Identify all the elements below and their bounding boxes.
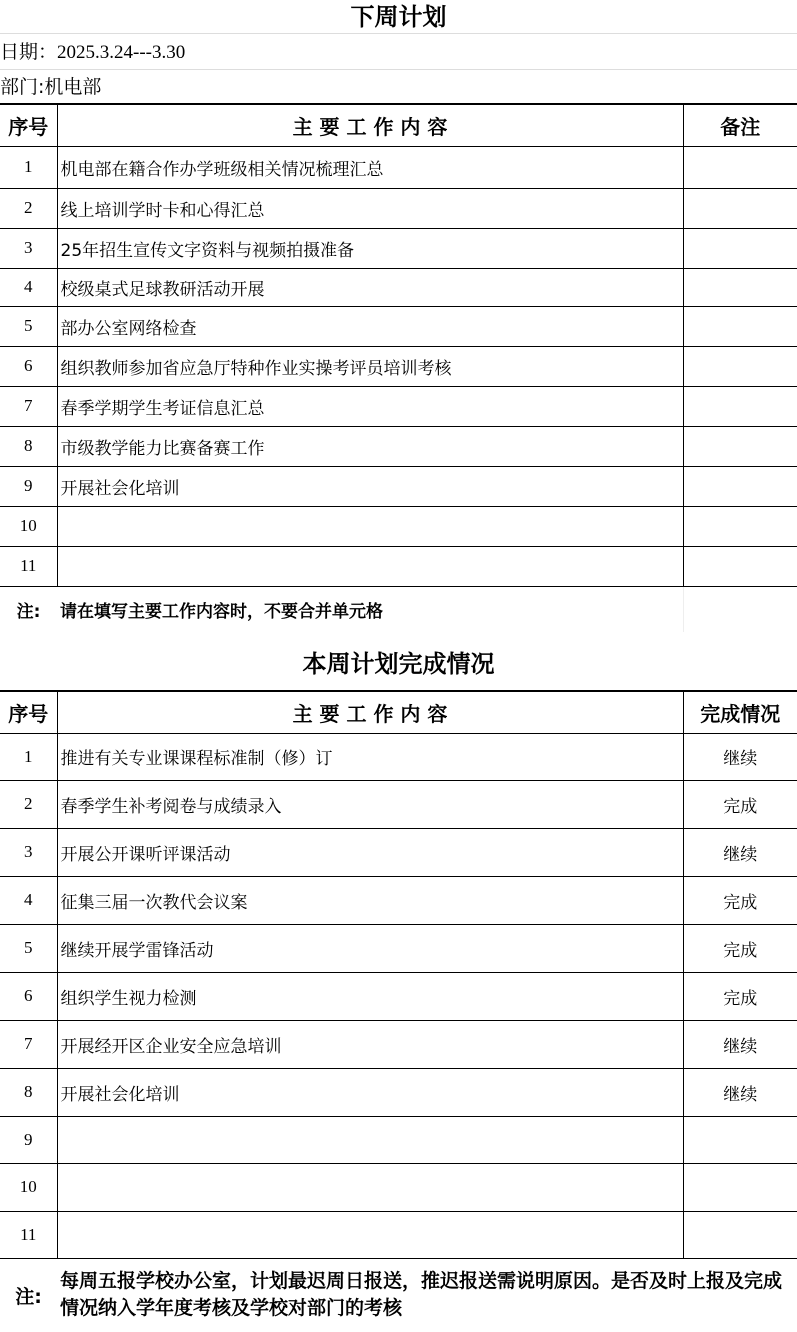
row-number: 1 [0,146,57,188]
row-number: 3 [0,828,57,876]
this-week-table [0,690,797,1332]
row-number: 4 [0,268,57,306]
header-no-2: 序号 [0,691,57,733]
row-status[interactable] [683,1116,797,1163]
row-remark[interactable] [683,188,797,228]
row-remark[interactable] [683,546,797,586]
row-content[interactable]: 开展社会化培训 [57,466,683,506]
table-row [0,1068,797,1116]
header-remark: 备注 [683,104,797,146]
date-value: 2025.3.24---3.30 [57,42,186,63]
note-text: 请在填写主要工作内容时，不要合并单元格 [60,601,383,622]
row-number: 5 [0,924,57,972]
note-row [0,586,797,632]
table-row [0,1020,797,1068]
row-content[interactable]: 开展公开课听评课活动 [57,828,683,876]
row-status[interactable]: 完成 [683,876,797,924]
row-number: 8 [0,426,57,466]
row-content[interactable]: 继续开展学雷锋活动 [57,924,683,972]
table-row [0,426,797,466]
next-week-title: 下周计划 [350,3,447,31]
row-number: 11 [0,1211,57,1258]
table-row [0,146,797,188]
table-row [0,972,797,1020]
row-content[interactable] [57,546,683,586]
row-content[interactable]: 春季学期学生考证信息汇总 [57,386,683,426]
row-remark[interactable] [683,506,797,546]
note-row [0,1258,797,1332]
table-row [0,733,797,780]
dept-label: 部门: [0,76,45,98]
table-row [0,828,797,876]
row-content[interactable]: 开展经开区企业安全应急培训 [57,1020,683,1068]
row-number: 4 [0,876,57,924]
row-status[interactable] [683,1163,797,1211]
row-content[interactable]: 组织学生视力检测 [57,972,683,1020]
table-row [0,1163,797,1211]
table-row [0,228,797,268]
header-no: 序号 [0,104,57,146]
table-row [0,780,797,828]
row-status[interactable]: 继续 [683,828,797,876]
row-number: 10 [0,1163,57,1211]
row-status[interactable]: 完成 [683,972,797,1020]
row-remark[interactable] [683,386,797,426]
row-status[interactable]: 继续 [683,1068,797,1116]
note-label: 注: [15,1285,42,1308]
dept-line [0,72,101,102]
row-content[interactable]: 25年招生宣传文字资料与视频拍摄准备 [57,228,683,268]
row-content[interactable]: 线上培训学时卡和心得汇总 [57,188,683,228]
row-remark[interactable] [683,306,797,346]
row-remark[interactable] [683,466,797,506]
row-content[interactable] [57,1116,683,1163]
row-number: 5 [0,306,57,346]
row-number: 11 [0,546,57,586]
row-number: 7 [0,1020,57,1068]
row-number: 1 [0,733,57,780]
row-status[interactable] [683,1211,797,1258]
table-row [0,466,797,506]
row-number: 6 [0,346,57,386]
row-content[interactable]: 校级桌式足球教研活动开展 [57,268,683,306]
row-remark[interactable] [683,146,797,188]
table-row [0,546,797,586]
row-content[interactable]: 市级教学能力比赛备赛工作 [57,426,683,466]
row-content[interactable] [57,506,683,546]
this-week-title: 本周计划完成情况 [302,650,495,678]
row-number: 10 [0,506,57,546]
table-row [0,506,797,546]
table-row [0,346,797,386]
row-remark[interactable] [683,268,797,306]
next-week-table [0,103,797,632]
table-row [0,386,797,426]
row-status[interactable]: 继续 [683,1020,797,1068]
row-status[interactable]: 完成 [683,924,797,972]
row-content[interactable] [57,1211,683,1258]
row-content[interactable]: 开展社会化培训 [57,1068,683,1116]
row-remark[interactable] [683,346,797,386]
table-row [0,1211,797,1258]
note-text: 每周五报学校办公室，计划最迟周日报送，推迟报送需说明原因。是否及时上报及完成情况纳入学年度考核及学校对部门的考核 [60,1270,783,1320]
table-row [0,876,797,924]
header-content-2: 主 要 工 作 内 容 [57,691,683,733]
row-number: 6 [0,972,57,1020]
row-remark[interactable] [683,426,797,466]
row-number: 2 [0,780,57,828]
row-number: 9 [0,466,57,506]
dept-value: 机电部 [44,76,102,98]
table-row [0,306,797,346]
row-number: 9 [0,1116,57,1163]
row-content[interactable]: 春季学生补考阅卷与成绩录入 [57,780,683,828]
date-label: 日期： [0,41,58,63]
table-row [0,268,797,306]
row-number: 3 [0,228,57,268]
row-number: 8 [0,1068,57,1116]
row-number: 2 [0,188,57,228]
table-row [0,924,797,972]
row-content[interactable]: 推进有关专业课课程标准制（修）订 [57,733,683,780]
row-number: 7 [0,386,57,426]
note-empty [683,586,797,632]
row-content[interactable]: 征集三届一次教代会议案 [57,876,683,924]
row-content[interactable]: 机电部在籍合作办学班级相关情况梳理汇总 [57,146,683,188]
row-status[interactable]: 继续 [683,733,797,780]
table-row [0,1116,797,1163]
row-content[interactable]: 部办公室网络检查 [57,306,683,346]
row-remark[interactable] [683,228,797,268]
row-content[interactable] [57,1163,683,1211]
row-status[interactable]: 完成 [683,780,797,828]
table-row [0,188,797,228]
header-status: 完成情况 [683,691,797,733]
row-content[interactable]: 组织教师参加省应急厅特种作业实操考评员培训考核 [57,346,683,386]
date-line [0,37,185,67]
header-content: 主 要 工 作 内 容 [57,104,683,146]
note-label: 注: [16,601,41,622]
